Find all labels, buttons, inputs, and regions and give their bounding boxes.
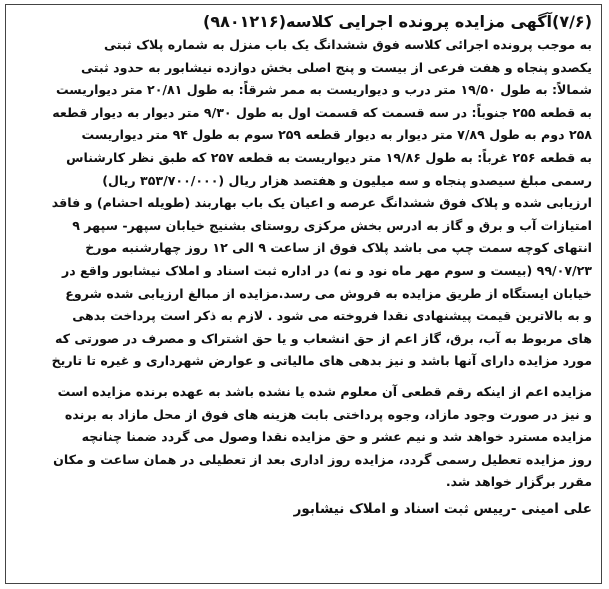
text-line: و نیز در صورت وجود مازاد، وجوه پرداختی بابت هزینه های فوق از محل مازاد به برنده (64, 406, 592, 422)
signature: علی امینی -رییس ثبت اسناد و املاک نیشابور (293, 500, 592, 517)
text-line: شمالاً: به طول ۱۹/۵۰ متر درب و دیواریست به ممر شرقاً: به طول ۲۰/۸۱ متر دیواریست (55, 82, 592, 98)
text-line: ۲۵۸ دوم به طول ۷/۸۹ متر دیوار به دیوار قطعه ۲۵۹ سوم به طول ۹۴ متر دیواریست (81, 127, 592, 143)
text-line: مزایده مسترد خواهد شد و نیم عشر و حق مزایده نقدا وصول می گردد ضمنا چنانچه (81, 429, 592, 445)
text-line: مزایده اعم از اینکه رقم قطعی آن معلوم شده یا نشده باشد به عهده برنده مزایده است (57, 383, 592, 399)
text-line: مورد مزایده دارای آنها باشد و نیز بدهی های مالیاتی و عوارض شهرداری و غیره تا تاریخ (51, 353, 592, 369)
paragraph-1 (15, 34, 592, 373)
notice-title: (۷/۶)آگهی مزایده پرونده اجرایی کلاسه(۹۸۰۱۲۱۶) (203, 12, 592, 31)
text-line: رسمی مبلغ سیصدو پنجاه و سه میلیون و هفتصد هزار ریال (۳۵۳/۷۰۰/۰۰۰ ریال) (102, 172, 592, 188)
text-line: به قطعه ۲۵۶ غرباً: به طول ۱۹/۸۶ متر دیواریست به قطعه ۲۵۷ که طبق نظر کارشناس (66, 149, 592, 165)
text-line: یکصدو پنجاه و هفت فرعی از بیست و پنج اصلی بخش دوازده نیشابور به حدود ثبتی (81, 59, 592, 75)
notice-content (15, 11, 592, 520)
text-line: مقرر برگزار خواهد شد. (445, 474, 592, 490)
text-line: روز مزایده تعطیل رسمی گردد، مزایده روز اداری بعد از تعطیلی در همان ساعت و مکان (53, 451, 592, 467)
text-line: به قطعه ۲۵۵ جنوباً: در سه قسمت که قسمت اول به طول ۹/۳۰ متر دیوار به دیوار قطعه (52, 104, 592, 120)
text-line: و به بالاترین قیمت پیشنهادی نقدا فروخته می شود . لازم به ذکر است پرداخت بدهی (72, 308, 592, 324)
paragraph-gap (15, 373, 592, 381)
text-line: ارزیابی شده و پلاک فوق ششدانگ عرصه و اعیان یک باب بهاربند (طویله احشام) و فاقد (51, 195, 592, 211)
text-line: انتهای کوچه سمت چپ می باشد پلاک فوق از ساعت ۹ الی ۱۲ روز چهارشنبه مورخ (85, 240, 592, 256)
text-line: های مربوط به آب، برق، گاز اعم از حق انشعاب و یا حق اشتراک و مصرف در صورتی که (55, 330, 592, 346)
notice-frame (5, 4, 602, 584)
text-line: خیابان ایستگاه از طریق مزایده به فروش می رسد.مزایده از مبالغ ارزیابی شده شروع (65, 285, 592, 301)
text-line: به موجب پرونده اجرائی کلاسه فوق ششدانگ یک باب منزل به شماره پلاک ثبتی (103, 37, 592, 52)
paragraph-2 (15, 381, 592, 494)
text-line: ۹۹/۰۷/۲۳ (بیست و سوم مهر ماه نود و نه) در اداره ثبت اسناد و املاک نیشابور واقع در (61, 262, 592, 278)
text-line: امتیازات آب و برق و گاز به ادرس بخش مرکزی روستای بشنیج خیابان سپهر- سپهر ۹ (72, 217, 592, 233)
